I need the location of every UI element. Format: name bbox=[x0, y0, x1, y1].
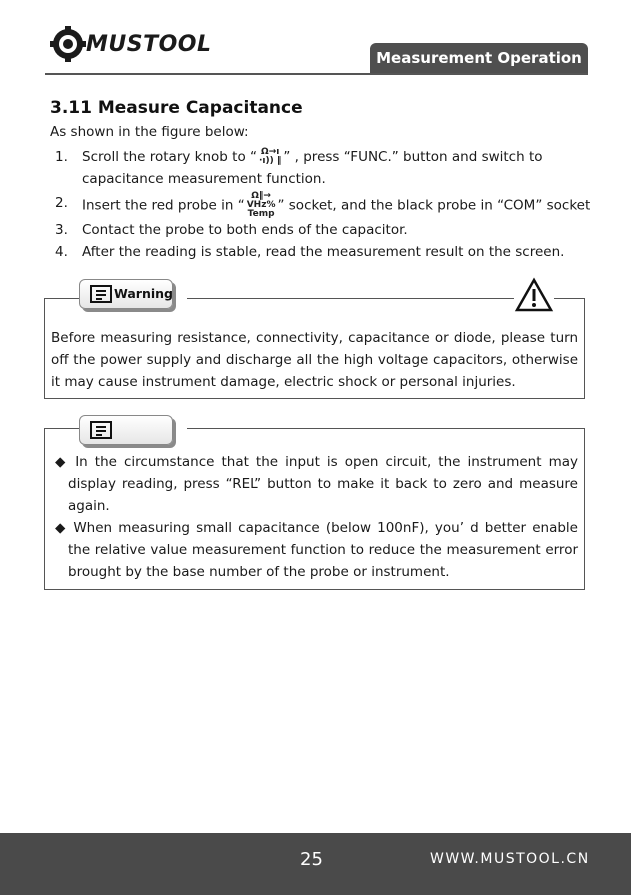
note-item: ◆ When measuring small capacitance (below 100nF), you’ d better enable the relative value measurement function to reduce the measurement error brought by the base number of the probe or instrument. bbox=[55, 520, 578, 580]
input-socket-symbol-icon: Ω‖→ VHz% Temp bbox=[246, 191, 276, 219]
warning-label: Warning bbox=[114, 286, 173, 301]
list-item: 4. After the reading is stable, read the measurement result on the screen. bbox=[55, 244, 565, 260]
page-footer bbox=[0, 833, 631, 895]
note-box bbox=[44, 428, 585, 590]
website-link[interactable]: WWW.MUSTOOL.CN bbox=[430, 851, 590, 867]
gear-logo-icon bbox=[50, 26, 86, 62]
note-text bbox=[51, 451, 578, 583]
note-icon bbox=[90, 421, 112, 439]
list-item: 2. Insert the red probe in “Ω‖→ VHz% Temp” socket, and the black probe in “COM” socket bbox=[55, 191, 591, 219]
brand-logo bbox=[50, 26, 210, 66]
warning-badge bbox=[79, 279, 187, 313]
steps-list bbox=[55, 146, 595, 263]
ohm-diode-cap-symbol-icon: Ω→ı ·ı)) ‖ bbox=[259, 147, 282, 166]
page-number: 25 bbox=[300, 849, 323, 870]
section-title: 3.11 Measure Capacitance bbox=[50, 98, 303, 118]
warning-text: Before measuring resistance, connectivity, capacitance or diode, please turn off the power supply and discharge all the high voltage capacitors, otherwise it may cause instrument damage, electric shock or personal injuries. bbox=[51, 330, 578, 390]
note-item: ◆ In the circumstance that the input is open circuit, the instrument may display reading, press “REL” button to make it back to zero and measure again. bbox=[55, 454, 578, 514]
list-item: 1. Scroll the rotary knob to “ Ω→ı ·ı)) ‖ ” , press “FUNC.” button and switch to capacitance measurement function. bbox=[55, 147, 543, 187]
note-badge bbox=[79, 415, 187, 449]
note-icon bbox=[90, 285, 112, 303]
brand-name: MUSTOOL bbox=[86, 32, 212, 57]
warning-box bbox=[44, 286, 585, 399]
section-tab: Measurement Operation bbox=[370, 43, 588, 74]
list-item: 3. Contact the probe to both ends of the capacitor. bbox=[55, 222, 408, 238]
intro-text: As shown in the figure below: bbox=[50, 124, 249, 140]
caution-triangle-icon bbox=[514, 277, 554, 313]
header-rule bbox=[45, 73, 588, 75]
